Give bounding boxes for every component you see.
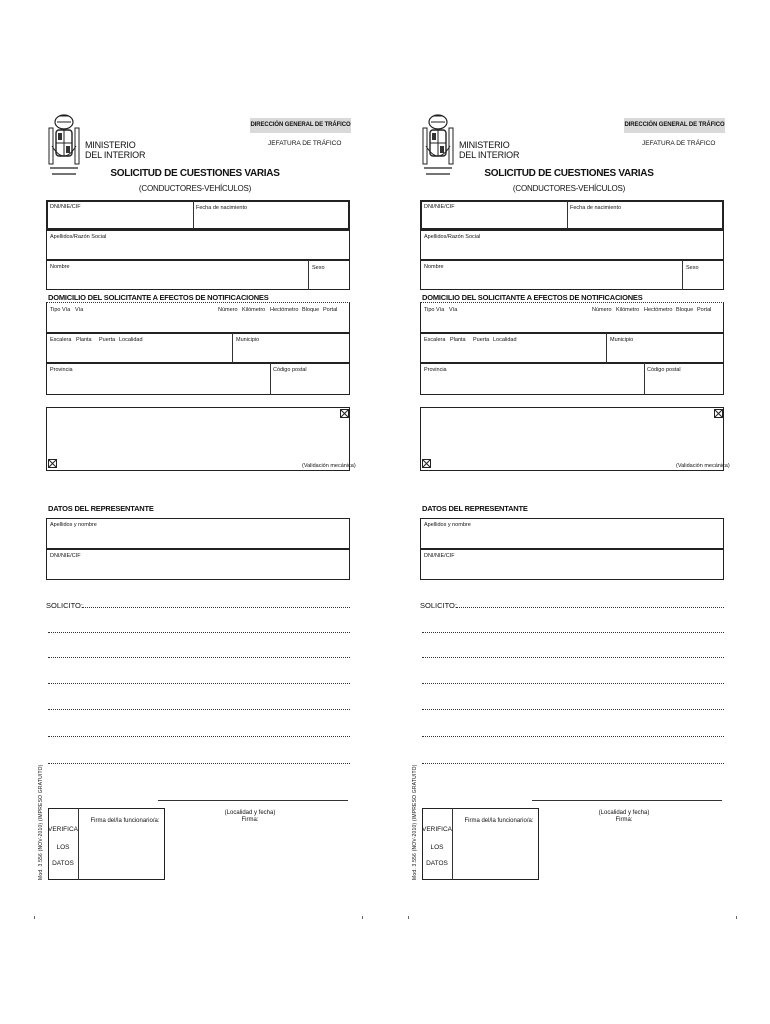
via-label: Vía — [75, 307, 84, 313]
kilometro-label: Kilómetro — [242, 307, 266, 313]
localidad-label: Localidad — [493, 337, 517, 343]
office-name: JEFATURA DE TRÁFICO — [642, 140, 716, 147]
model-code: Mod. 3.556 (NOV-2010) (IMPRESO GRATUITO) — [38, 764, 44, 880]
place-date-label: (Localidad y fecha) — [224, 810, 276, 816]
ministry-line2: DEL INTERIOR — [459, 150, 520, 160]
place-date-line[interactable] — [158, 800, 348, 801]
firma-label: Firma: — [241, 817, 259, 823]
divider — [644, 363, 645, 395]
localidad-label: Localidad — [119, 337, 143, 343]
bloque-label: Bloque — [302, 307, 320, 313]
request-line[interactable] — [422, 683, 724, 684]
rep-name-label: Apellidos y nombre — [50, 522, 97, 528]
escalera-label: Escalera — [50, 337, 72, 343]
validation-box — [420, 407, 724, 471]
crop-mark — [362, 916, 363, 919]
request-line[interactable] — [48, 709, 350, 710]
place-date-caption — [200, 810, 300, 824]
officer-sign-label: Firma del/la funcionario/a: — [464, 818, 534, 824]
place-date-line[interactable] — [532, 800, 722, 801]
portal-label: Portal — [697, 307, 712, 313]
name-label: Nombre — [50, 264, 70, 270]
request-line[interactable] — [48, 657, 350, 658]
surname-label: Apellidos/Razón Social — [50, 234, 107, 240]
provincia-label: Provincia — [50, 367, 73, 373]
form-copy-left — [40, 0, 370, 1024]
divider — [232, 333, 233, 363]
request-line[interactable] — [48, 683, 350, 684]
validation-box — [46, 407, 350, 471]
divider — [606, 333, 607, 363]
address-heading: DOMICILIO DEL SOLICITANTE A EFECTOS DE NOTIFICACIONES — [422, 293, 643, 302]
tipo-via-label: Tipo Vía — [50, 307, 71, 313]
request-line[interactable] — [456, 607, 724, 608]
office-name: JEFATURA DE TRÁFICO — [268, 140, 342, 147]
rep-id-field[interactable] — [46, 549, 350, 580]
planta-label: Planta — [450, 337, 466, 343]
crop-mark — [736, 916, 737, 919]
name-sex-row[interactable] — [46, 260, 350, 290]
codigo-postal-label: Código postal — [647, 367, 681, 373]
firma-label: Firma: — [615, 817, 633, 823]
corner-mark-icon — [340, 409, 349, 418]
numero-label: Número — [218, 307, 238, 313]
crop-mark — [34, 916, 35, 919]
tipo-via-label: Tipo Vía — [424, 307, 445, 313]
corner-mark-icon — [422, 459, 431, 468]
birth-date-label: Fecha de nacimiento — [570, 205, 622, 211]
place-date-caption — [574, 810, 674, 824]
hectometro-label: Hectómetro — [644, 307, 673, 313]
rep-id-label: DNI/NIE/CIF — [424, 553, 455, 559]
request-line[interactable] — [422, 632, 724, 633]
rep-id-field[interactable] — [420, 549, 724, 580]
puerta-label: Puerta — [473, 337, 490, 343]
birth-date-label: Fecha de nacimiento — [196, 205, 248, 211]
provincia-label: Provincia — [424, 367, 447, 373]
sex-label: Sexo — [312, 265, 325, 271]
corner-mark-icon — [714, 409, 723, 418]
divider — [452, 808, 453, 880]
divider — [308, 260, 309, 290]
ministry-line2: DEL INTERIOR — [85, 150, 146, 160]
request-line[interactable] — [422, 709, 724, 710]
divider — [270, 363, 271, 395]
validation-label: (Validación mecánica) — [302, 463, 356, 469]
rep-name-label: Apellidos y nombre — [424, 522, 471, 528]
id-label: DNI/NIE/CIF — [424, 204, 455, 210]
portal-label: Portal — [323, 307, 338, 313]
validation-label: (Validación mecánica) — [676, 463, 730, 469]
divider — [567, 201, 568, 229]
place-date-label: (Localidad y fecha) — [598, 810, 650, 816]
ministry-line1: MINISTERIO — [85, 140, 136, 150]
request-label: SOLICITO: — [46, 601, 83, 610]
agency-banner: DIRECCIÓN GENERAL DE TRÁFICO — [624, 118, 725, 133]
numero-label: Número — [592, 307, 612, 313]
form-copy-right — [414, 0, 744, 1024]
id-label: DNI/NIE/CIF — [50, 204, 81, 210]
request-line[interactable] — [48, 632, 350, 633]
corner-mark-icon — [48, 459, 57, 468]
surname-label: Apellidos/Razón Social — [424, 234, 481, 240]
ministry-name — [459, 140, 519, 160]
model-code: Mod. 3.556 (NOV-2010) (IMPRESO GRATUITO) — [412, 764, 418, 880]
request-line[interactable] — [422, 736, 724, 737]
representative-heading: DATOS DEL REPRESENTANTE — [422, 504, 528, 513]
request-line[interactable] — [82, 607, 350, 608]
datos-label: DATOS — [52, 860, 74, 867]
rep-id-label: DNI/NIE/CIF — [50, 553, 81, 559]
divider — [682, 260, 683, 290]
request-line[interactable] — [422, 657, 724, 658]
municipio-label: Municipio — [236, 337, 260, 343]
hectometro-label: Hectómetro — [270, 307, 299, 313]
divider — [193, 201, 194, 229]
name-sex-row[interactable] — [420, 260, 724, 290]
address-heading: DOMICILIO DEL SOLICITANTE A EFECTOS DE NOTIFICACIONES — [48, 293, 269, 302]
request-line[interactable] — [48, 736, 350, 737]
form-subtitle: (CONDUCTORES-VEHÍCULOS) — [512, 184, 626, 193]
request-line[interactable] — [422, 763, 724, 764]
officer-sign-label: Firma del/la funcionario/a: — [90, 818, 160, 824]
codigo-postal-label: Código postal — [273, 367, 307, 373]
form-title: SOLICITUD DE CUESTIONES VARIAS — [110, 168, 280, 179]
puerta-label: Puerta — [99, 337, 116, 343]
ministry-name — [85, 140, 145, 160]
request-label: SOLICITO: — [420, 601, 457, 610]
agency-banner: DIRECCIÓN GENERAL DE TRÁFICO — [250, 118, 351, 133]
verifica-label: VERIFICA — [422, 826, 452, 833]
form-title: SOLICITUD DE CUESTIONES VARIAS — [484, 168, 654, 179]
planta-label: Planta — [76, 337, 92, 343]
request-line[interactable] — [48, 763, 350, 764]
kilometro-label: Kilómetro — [616, 307, 640, 313]
sex-label: Sexo — [686, 265, 699, 271]
ministry-line1: MINISTERIO — [459, 140, 510, 150]
crop-mark — [408, 916, 409, 919]
los-label: LOS — [56, 844, 70, 851]
municipio-label: Municipio — [610, 337, 634, 343]
verifica-label: VERIFICA — [48, 826, 78, 833]
via-label: Vía — [449, 307, 458, 313]
divider — [78, 808, 79, 880]
escalera-label: Escalera — [424, 337, 446, 343]
los-label: LOS — [430, 844, 444, 851]
bloque-label: Bloque — [676, 307, 694, 313]
form-subtitle: (CONDUCTORES-VEHÍCULOS) — [138, 184, 252, 193]
name-label: Nombre — [424, 264, 444, 270]
representative-heading: DATOS DEL REPRESENTANTE — [48, 504, 154, 513]
datos-label: DATOS — [426, 860, 448, 867]
